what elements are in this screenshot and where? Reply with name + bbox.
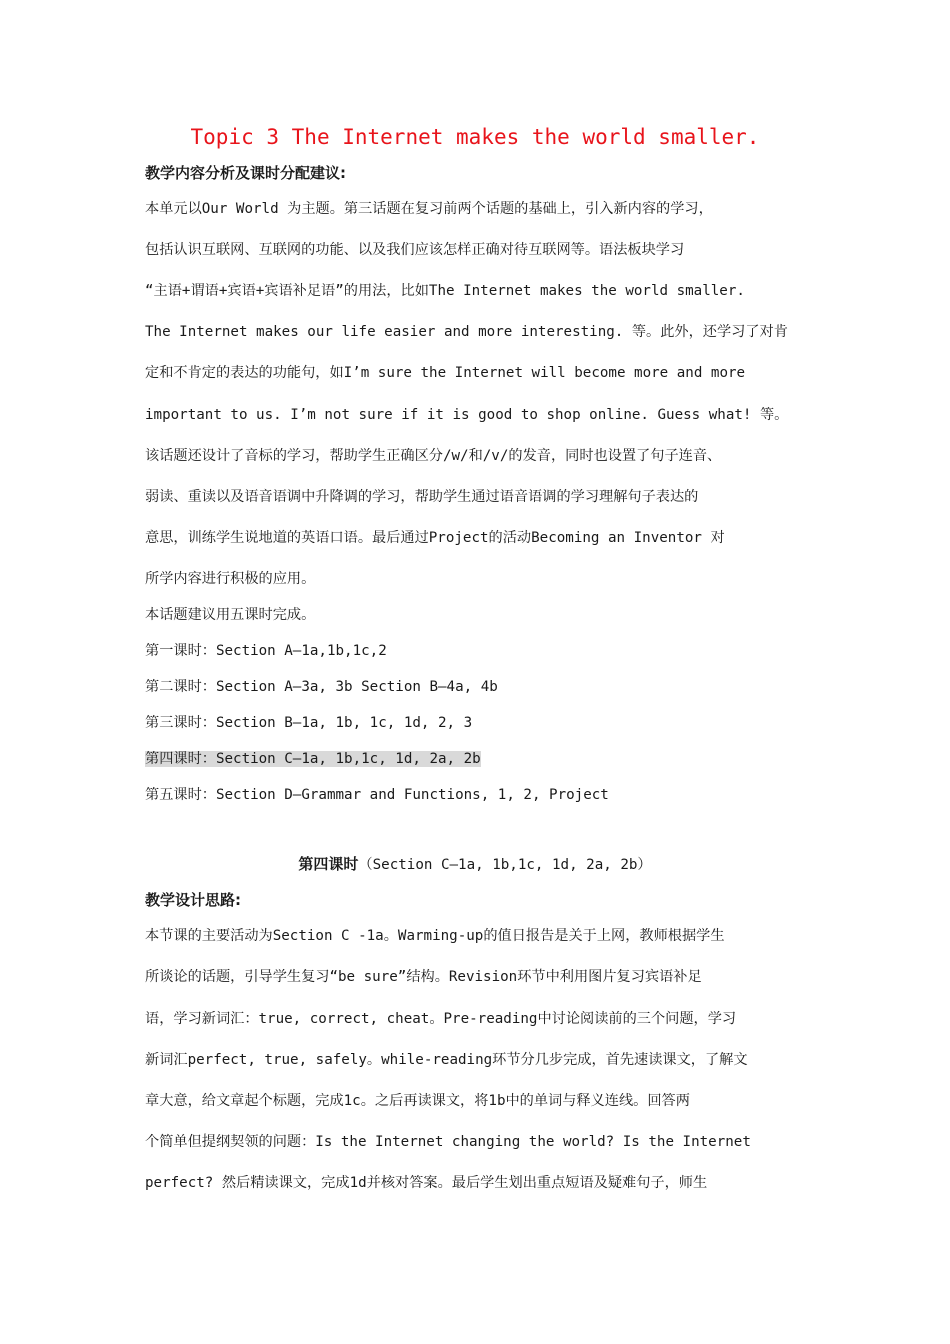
section-heading-analysis: 教学内容分析及课时分配建议:: [145, 164, 346, 182]
intro-line: “主语+谓语+宾语+宾语补足语”的用法，比如The Internet makes the world smaller.: [145, 283, 745, 299]
design-line: 本节课的主要活动为Section C -1a。Warming-up的值日报告是关于上网，教师根据学生: [145, 928, 725, 944]
period-item-highlighted: [145, 748, 481, 770]
intro-line: 定和不肯定的表达的功能句，如I’m sure the Internet will become more and more: [145, 365, 746, 381]
design-heading: 教学设计思路:: [145, 891, 241, 909]
design-line: 语，学习新词汇：true, correct, cheat。Pre-reading中讨论阅读前的三个问题，学习: [145, 1011, 737, 1027]
intro-line: 意思，训练学生说地道的英语口语。最后通过Project的活动Becoming an Inventor 对: [145, 530, 725, 546]
period-item: 第一课时：Section A—1a,1b,1c,2: [145, 643, 387, 659]
design-line: 章大意，给文章起个标题，完成1c。之后再读课文，将1b中的单词与释义连线。回答两: [145, 1093, 690, 1109]
lesson-heading-bold: 第四课时: [298, 855, 359, 873]
design-line: 个简单但提纲契领的问题：Is the Internet changing the world? Is the Internet: [145, 1134, 751, 1150]
period-item: 第二课时：Section A—3a, 3b Section B—4a, 4b: [145, 679, 498, 695]
period-highlight: 第四课时：Section C—1a, 1b,1c, 1d, 2a, 2b: [145, 751, 481, 767]
period-item: 第五课时：Section D—Grammar and Functions, 1, 2, Project: [145, 787, 609, 803]
design-line: 新词汇perfect, true, safely。while-reading环节分几步完成，首先速读课文，了解文: [145, 1052, 748, 1068]
intro-line: 该话题还设计了音标的学习，帮助学生正确区分/w/和/v/的发音，同时也设置了句子连音、: [145, 448, 722, 464]
lesson-heading: [0, 853, 950, 876]
intro-line: 本单元以Our World 为主题。第三话题在复习前两个话题的基础上，引入新内容的学习，: [145, 201, 713, 217]
design-line: 所谈论的话题，引导学生复习“be sure”结构。Revision环节中利用图片复习宾语补足: [145, 969, 702, 985]
period-item: 第三课时：Section B—1a, 1b, 1c, 1d, 2, 3: [145, 715, 473, 731]
intro-line: The Internet makes our life easier and more interesting. 等。此外，还学习了对肯: [145, 324, 788, 340]
intro-line: 弱读、重读以及语音语调中升降调的学习，帮助学生通过语音语调的学习理解句子表达的: [145, 489, 699, 505]
intro-line: 包括认识互联网、互联网的功能、以及我们应该怎样正确对待互联网等。语法板块学习: [145, 242, 685, 258]
period-suggestion: 本话题建议用五课时完成。: [145, 607, 316, 623]
lesson-heading-sections: （Section C—1a, 1b,1c, 1d, 2a, 2b）: [358, 857, 652, 873]
intro-line: 所学内容进行积极的应用。: [145, 571, 316, 587]
design-line: perfect? 然后精读课文，完成1d并核对答案。最后学生划出重点短语及疑难句子，师生: [145, 1175, 708, 1191]
intro-line: important to us. I’m not sure if it is good to shop online. Guess what! 等。: [145, 407, 789, 423]
document-title: Topic 3 The Internet makes the world smaller.: [190, 125, 760, 149]
